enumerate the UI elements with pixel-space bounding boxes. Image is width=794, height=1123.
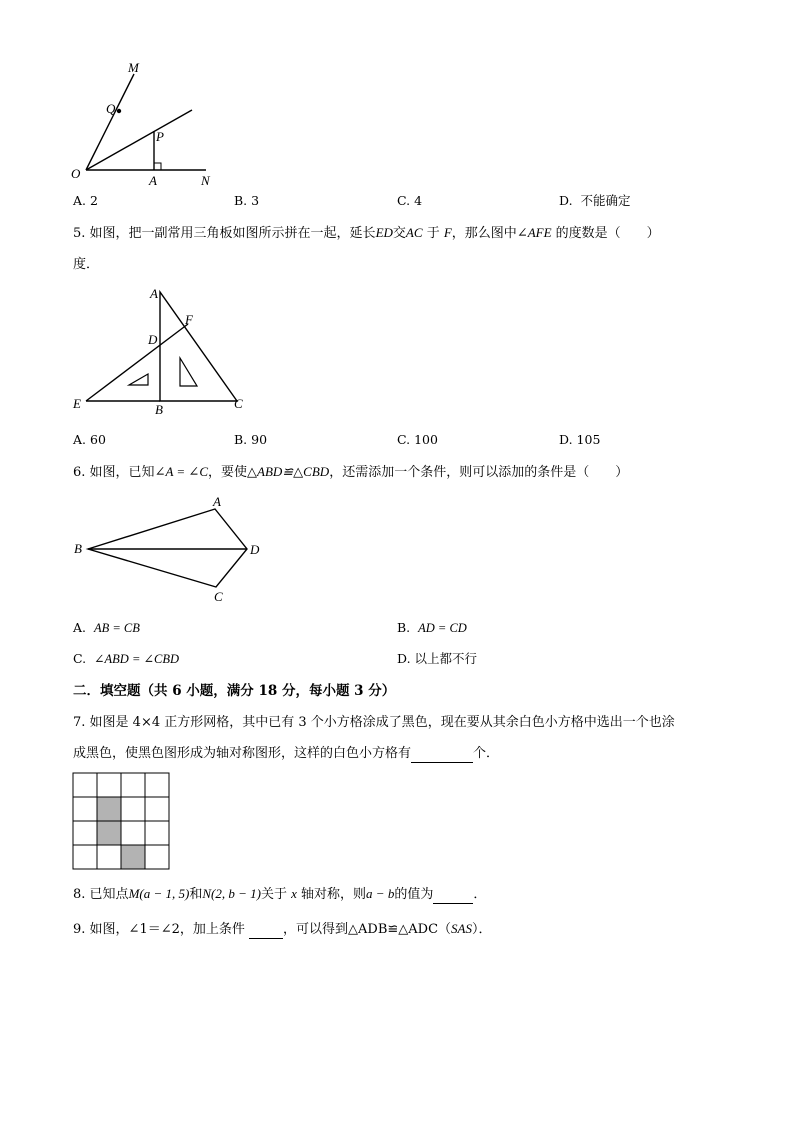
label-a: A xyxy=(150,286,158,301)
q4-option-a[interactable]: A. 2 xyxy=(73,193,98,208)
label-d: D xyxy=(250,542,260,557)
label-c: C xyxy=(214,589,223,604)
label-c: C xyxy=(234,396,243,411)
segment-ef xyxy=(86,324,188,401)
q5-stem-line1: 5. 如图，把一副常用三角板如图所示拼在一起，延长ED交AC 于 F，那么图中∠AFE 的度数是（ ） xyxy=(73,225,660,241)
q6-option-c[interactable]: C. ∠ABD = ∠CBD xyxy=(73,651,179,666)
label-a: A xyxy=(149,173,157,188)
q7-stem-line1: 7. 如图是 4×4 正方形网格，其中已有 3 个小方格涂成了黑色，现在要从其余白色小方格中选出一个也涂 xyxy=(73,715,675,730)
label-a: A xyxy=(213,494,221,509)
q6-option-d[interactable]: D. 以上都不行 xyxy=(397,651,478,666)
inner-triangle-left xyxy=(129,374,148,385)
q4-figure xyxy=(68,58,218,188)
ray-op xyxy=(86,110,192,170)
label-d: D xyxy=(148,332,158,347)
q4-option-b[interactable]: B. 3 xyxy=(234,193,260,208)
triangle-abc xyxy=(160,292,237,401)
q5-option-d[interactable]: D. 105 xyxy=(559,432,601,447)
grid-cell xyxy=(121,821,145,845)
q6-option-b[interactable]: B. AD = CD xyxy=(397,620,467,635)
q4-option-d[interactable]: D. 不能确定 xyxy=(559,193,631,208)
q4-option-c[interactable]: C. 4 xyxy=(397,193,423,208)
q7-grid xyxy=(72,772,170,870)
grid-cell xyxy=(73,845,97,869)
label-b: B xyxy=(155,402,163,417)
grid-cell xyxy=(145,773,169,797)
label-o: O xyxy=(71,166,81,181)
grid-cell xyxy=(73,797,97,821)
q5-option-c[interactable]: C. 100 xyxy=(397,432,438,447)
grid-cell xyxy=(73,773,97,797)
grid-cell xyxy=(145,821,169,845)
inner-triangle-right xyxy=(180,358,197,386)
label-n: N xyxy=(201,173,210,188)
quadrilateral-abcd xyxy=(88,509,247,587)
label-e: E xyxy=(73,396,81,411)
q5-option-a[interactable]: A. 60 xyxy=(73,432,106,447)
label-q: Q xyxy=(106,101,116,116)
q7-stem-line2: 成黑色，使黑色图形成为轴对称图形，这样的白色小方格有 个． xyxy=(73,746,500,761)
q6-option-a[interactable]: A. AB = CB xyxy=(73,620,140,635)
q8-stem: 8. 已知点M(a − 1, 5)和N(2, b − 1)关于 x 轴对称，则a − b的值为 ． xyxy=(73,886,487,902)
right-angle-mark xyxy=(154,163,161,170)
grid-cell xyxy=(145,797,169,821)
point-q xyxy=(117,109,121,113)
section-2-heading: 二．填空题（共 6 小题，满分 18 分，每小题 3 分） xyxy=(73,683,396,699)
label-m: M xyxy=(128,60,139,75)
label-p: P xyxy=(156,129,164,144)
grid-cell xyxy=(97,773,121,797)
grid-cell xyxy=(145,845,169,869)
label-f: F xyxy=(185,312,193,327)
q9-stem: 9. 如图，∠1＝∠2，加上条件 ，可以得到△ADB≌△ADC（SAS）． xyxy=(73,921,492,937)
grid-cell xyxy=(121,797,145,821)
q7-answer-blank[interactable] xyxy=(411,748,473,763)
ray-om xyxy=(86,74,134,170)
q6-stem: 6. 如图，已知∠A = ∠C，要使△ABD≌△CBD，还需添加一个条件，则可以添加的条件是（ ） xyxy=(73,464,629,480)
q6-figure xyxy=(70,492,270,607)
q5-stem-line2: 度． xyxy=(73,257,100,272)
grid-cell-shaded xyxy=(97,821,121,845)
grid-cell xyxy=(73,821,97,845)
q5-figure xyxy=(68,282,258,422)
grid-cell-shaded xyxy=(121,845,145,869)
q8-answer-blank[interactable] xyxy=(433,889,473,904)
label-b: B xyxy=(74,541,82,556)
grid-cell xyxy=(121,773,145,797)
grid-cell xyxy=(97,845,121,869)
grid-cell-shaded xyxy=(97,797,121,821)
q5-option-b[interactable]: B. 90 xyxy=(234,432,268,447)
q9-answer-blank[interactable] xyxy=(249,924,283,939)
